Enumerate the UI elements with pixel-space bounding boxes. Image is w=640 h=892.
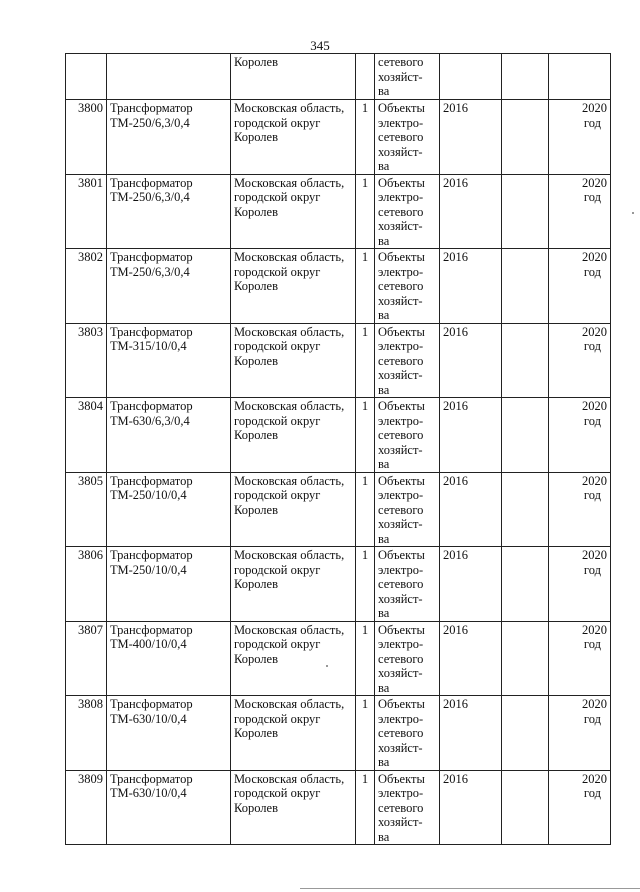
cell-quantity	[356, 398, 375, 473]
name-line: ТМ-250/6,3/0,4	[110, 190, 190, 204]
cell-number	[66, 174, 107, 249]
location-line: Королев	[234, 726, 278, 740]
cell-empty	[502, 770, 549, 845]
quantity: 1	[361, 622, 369, 637]
cell-object-type	[375, 696, 440, 771]
quantity: 1	[361, 101, 369, 115]
cell-empty	[502, 100, 549, 175]
term-unit: год	[583, 115, 601, 130]
table-row	[66, 174, 611, 249]
term-unit: год	[583, 711, 601, 726]
location-line: городской округ	[234, 190, 321, 204]
year: 2016	[443, 697, 468, 711]
table-row	[66, 398, 611, 473]
cell-object-type	[375, 547, 440, 622]
location-line: Московская область,	[234, 771, 345, 786]
year: 2016	[443, 324, 468, 339]
cell-name	[107, 547, 231, 622]
cell-term	[549, 696, 611, 771]
cell-name	[107, 621, 231, 696]
quantity: 1	[361, 250, 369, 264]
row-number: 3803	[78, 324, 103, 339]
term-year: 2020	[582, 324, 607, 339]
object-type-line: ва	[378, 308, 390, 322]
cell-name	[107, 770, 231, 845]
name-line: Трансформатор	[110, 175, 193, 190]
cell-quantity	[356, 54, 375, 100]
term-unit: год	[583, 562, 601, 577]
term-year: 2020	[582, 548, 607, 562]
cell-location	[231, 249, 356, 324]
object-type-line: электро-	[378, 488, 424, 502]
object-type-line: Объекты	[378, 697, 425, 711]
name-line: Трансформатор	[110, 473, 193, 488]
cell-name	[107, 54, 231, 100]
cell-number	[66, 249, 107, 324]
name-line: Трансформатор	[110, 697, 193, 711]
location-line: городской округ	[234, 264, 321, 279]
row-number: 3802	[78, 250, 103, 264]
quantity: 1	[361, 324, 369, 339]
location-line: Московская область,	[234, 399, 345, 413]
cell-number	[66, 472, 107, 547]
object-type-line: электро-	[378, 339, 424, 353]
object-type-line: электро-	[378, 637, 424, 651]
asset-registry-table	[65, 53, 611, 845]
cell-object-type	[375, 621, 440, 696]
object-type-line: хозяйст-	[378, 740, 423, 755]
table-row	[66, 323, 611, 398]
cell-name	[107, 696, 231, 771]
object-type-line: ва	[378, 457, 390, 471]
scan-edge-line	[300, 888, 640, 889]
term-year: 2020	[582, 250, 607, 264]
object-type-line: сетевого	[378, 577, 424, 591]
row-number: 3808	[78, 697, 103, 711]
term-year: 2020	[582, 622, 607, 637]
row-number: 3800	[78, 101, 103, 115]
object-type-line: хозяйст-	[378, 368, 423, 382]
page-number: 345	[310, 38, 330, 53]
object-type-line: электро-	[378, 190, 424, 204]
year: 2016	[443, 101, 468, 115]
name-line: ТМ-250/10/0,4	[110, 488, 187, 502]
scan-dot	[326, 665, 328, 667]
row-number: 3805	[78, 473, 103, 488]
row-number: 3804	[78, 399, 103, 413]
name-line: ТМ-250/6,3/0,4	[110, 115, 190, 130]
object-type-line: хозяйст-	[378, 69, 423, 84]
object-type-line: электро-	[378, 264, 424, 279]
object-type-line: ва	[378, 755, 390, 769]
object-type-line: ва	[378, 84, 390, 98]
cell-location	[231, 100, 356, 175]
term-unit: год	[583, 264, 601, 279]
object-type-line: Объекты	[378, 101, 425, 115]
cell-location	[231, 696, 356, 771]
cell-quantity	[356, 472, 375, 547]
row-number: 3801	[78, 175, 103, 190]
location-line: Королев	[234, 651, 278, 666]
cell-quantity	[356, 323, 375, 398]
location-line: городской округ	[234, 413, 321, 428]
name-line: Трансформатор	[110, 399, 193, 413]
object-type-line: сетевого	[378, 800, 424, 815]
cell-location	[231, 174, 356, 249]
cell-year	[440, 174, 502, 249]
object-type-line: хозяйст-	[378, 517, 423, 531]
quantity: 1	[361, 548, 369, 562]
cell-year	[440, 547, 502, 622]
object-type-line: электро-	[378, 562, 424, 577]
cell-name	[107, 249, 231, 324]
cell-year	[440, 770, 502, 845]
object-type-line: сетевого	[378, 204, 424, 219]
term-unit: год	[583, 190, 601, 204]
cell-term	[549, 249, 611, 324]
location-line: городской округ	[234, 637, 321, 651]
cell-term	[549, 398, 611, 473]
table-row	[66, 249, 611, 324]
location-line: городской округ	[234, 711, 321, 726]
cell-number	[66, 547, 107, 622]
cell-object-type	[375, 398, 440, 473]
term-year: 2020	[582, 101, 607, 115]
name-line: Трансформатор	[110, 771, 193, 786]
cell-name	[107, 174, 231, 249]
object-type-line: ва	[378, 233, 390, 248]
cell-name	[107, 323, 231, 398]
name-line: ТМ-315/10/0,4	[110, 339, 187, 353]
cell-term	[549, 54, 611, 100]
term-unit: год	[583, 413, 601, 428]
term-unit: год	[583, 339, 601, 353]
cell-year	[440, 249, 502, 324]
cell-empty	[502, 249, 549, 324]
table-body	[66, 54, 611, 845]
location-line: Королев	[234, 353, 278, 368]
object-type-line: сетевого	[378, 279, 424, 293]
cell-location	[231, 323, 356, 398]
cell-quantity	[356, 770, 375, 845]
cell-number	[66, 770, 107, 845]
cell-term	[549, 547, 611, 622]
cell-location	[231, 398, 356, 473]
year: 2016	[443, 473, 468, 488]
cell-name	[107, 100, 231, 175]
cell-year	[440, 621, 502, 696]
cell-number	[66, 323, 107, 398]
term-year: 2020	[582, 473, 607, 488]
location-line: Московская область,	[234, 250, 345, 264]
cell-location	[231, 547, 356, 622]
cell-object-type	[375, 472, 440, 547]
object-type-line: Объекты	[378, 175, 425, 190]
quantity: 1	[361, 473, 369, 488]
cell-quantity	[356, 174, 375, 249]
term-unit: год	[583, 637, 601, 651]
object-type-line: ва	[378, 159, 390, 173]
term-unit: год	[583, 488, 601, 502]
cell-quantity	[356, 100, 375, 175]
location-line: Королев	[234, 577, 278, 591]
location-line: Королев	[234, 130, 278, 144]
table-row	[66, 621, 611, 696]
location-line: городской округ	[234, 488, 321, 502]
object-type-line: ва	[378, 829, 390, 844]
name-line: Трансформатор	[110, 324, 193, 339]
table-row	[66, 100, 611, 175]
object-type-line: хозяйст-	[378, 144, 423, 159]
term-year: 2020	[582, 697, 607, 711]
name-line: ТМ-630/10/0,4	[110, 786, 187, 800]
cell-object-type	[375, 174, 440, 249]
table-row	[66, 547, 611, 622]
object-type-line: Объекты	[378, 399, 425, 413]
cell-name	[107, 398, 231, 473]
cell-quantity	[356, 621, 375, 696]
cell-object-type	[375, 54, 440, 100]
object-type-line: электро-	[378, 711, 424, 726]
name-line: ТМ-630/6,3/0,4	[110, 413, 190, 428]
location-line: городской округ	[234, 786, 321, 800]
cell-object-type	[375, 249, 440, 324]
row-number: 3806	[78, 548, 103, 562]
location-line: Московская область,	[234, 622, 345, 637]
cell-quantity	[356, 547, 375, 622]
location-line: городской округ	[234, 339, 321, 353]
object-type-line: ва	[378, 606, 390, 620]
location-line: городской округ	[234, 115, 321, 130]
cell-term	[549, 621, 611, 696]
object-type-line: сетевого	[378, 502, 424, 517]
name-line: Трансформатор	[110, 250, 193, 264]
location-line: городской округ	[234, 562, 321, 577]
cell-location	[231, 54, 356, 100]
object-type-line: сетевого	[378, 353, 424, 368]
object-type-line: Объекты	[378, 473, 425, 488]
object-type-line: ва	[378, 531, 390, 546]
object-type-line: электро-	[378, 786, 424, 800]
location-line: Московская область,	[234, 473, 345, 488]
cell-empty	[502, 621, 549, 696]
object-type-line: электро-	[378, 413, 424, 428]
cell-term	[549, 174, 611, 249]
object-type-line: Объекты	[378, 250, 425, 264]
cell-number	[66, 100, 107, 175]
location-line: Московская область,	[234, 548, 345, 562]
object-type-line: ва	[378, 382, 390, 397]
term-unit: год	[583, 786, 601, 800]
cell-quantity	[356, 696, 375, 771]
cell-year	[440, 323, 502, 398]
location-line: Королев	[234, 428, 278, 442]
cell-empty	[502, 547, 549, 622]
object-type-line: Объекты	[378, 548, 425, 562]
object-type-line: ва	[378, 680, 390, 695]
row-number: 3809	[78, 771, 103, 786]
name-line: ТМ-400/10/0,4	[110, 637, 187, 651]
cell-name	[107, 472, 231, 547]
object-type-line: хозяйст-	[378, 293, 423, 308]
cell-empty	[502, 398, 549, 473]
name-line: ТМ-250/6,3/0,4	[110, 264, 190, 279]
year: 2016	[443, 399, 468, 413]
quantity: 1	[361, 399, 369, 413]
cell-empty	[502, 696, 549, 771]
quantity: 1	[361, 697, 369, 711]
object-type-line: хозяйст-	[378, 219, 423, 233]
quantity: 1	[361, 175, 369, 190]
object-type-line: электро-	[378, 115, 424, 130]
cell-quantity	[356, 249, 375, 324]
cell-empty	[502, 174, 549, 249]
table-row	[66, 770, 611, 845]
object-type-line: Объекты	[378, 622, 425, 637]
year: 2016	[443, 250, 468, 264]
location-line: Московская область,	[234, 101, 345, 115]
cell-empty	[502, 323, 549, 398]
cell-year	[440, 54, 502, 100]
name-line: Трансформатор	[110, 622, 193, 637]
location-line: Московская область,	[234, 324, 345, 339]
cell-object-type	[375, 100, 440, 175]
term-year: 2020	[582, 399, 607, 413]
name-line: ТМ-630/10/0,4	[110, 711, 187, 726]
cell-location	[231, 770, 356, 845]
object-type-line: сетевого	[378, 55, 424, 69]
row-number: 3807	[78, 622, 103, 637]
cell-empty	[502, 472, 549, 547]
object-type-line: хозяйст-	[378, 442, 423, 457]
location-line: Московская область,	[234, 697, 345, 711]
table-row	[66, 696, 611, 771]
cell-year	[440, 398, 502, 473]
cell-location	[231, 621, 356, 696]
object-type-line: хозяйст-	[378, 815, 423, 829]
name-line: Трансформатор	[110, 101, 193, 115]
cell-number	[66, 398, 107, 473]
object-type-line: сетевого	[378, 428, 424, 442]
location-line: Королев	[234, 502, 278, 517]
cell-term	[549, 472, 611, 547]
name-line: ТМ-250/10/0,4	[110, 562, 187, 577]
cell-year	[440, 696, 502, 771]
location-line: Королев	[234, 55, 278, 69]
cell-object-type	[375, 323, 440, 398]
continued-row	[66, 54, 611, 100]
location-line: Королев	[234, 800, 278, 815]
year: 2016	[443, 622, 468, 637]
scan-dot	[632, 212, 634, 214]
year: 2016	[443, 548, 468, 562]
cell-term	[549, 770, 611, 845]
object-type-line: сетевого	[378, 130, 424, 144]
object-type-line: сетевого	[378, 651, 424, 666]
location-line: Московская область,	[234, 175, 345, 190]
cell-object-type	[375, 770, 440, 845]
cell-number	[66, 621, 107, 696]
cell-empty	[502, 54, 549, 100]
location-line: Королев	[234, 279, 278, 293]
cell-number	[66, 696, 107, 771]
object-type-line: Объекты	[378, 324, 425, 339]
location-line: Королев	[234, 204, 278, 219]
cell-number	[66, 54, 107, 100]
quantity: 1	[361, 771, 369, 786]
year: 2016	[443, 175, 468, 190]
object-type-line: хозяйст-	[378, 591, 423, 606]
cell-year	[440, 100, 502, 175]
object-type-line: Объекты	[378, 771, 425, 786]
term-year: 2020	[582, 771, 607, 786]
cell-term	[549, 100, 611, 175]
cell-year	[440, 472, 502, 547]
cell-term	[549, 323, 611, 398]
name-line: Трансформатор	[110, 548, 193, 562]
object-type-line: хозяйст-	[378, 666, 423, 680]
table-row	[66, 472, 611, 547]
cell-location	[231, 472, 356, 547]
object-type-line: сетевого	[378, 726, 424, 740]
term-year: 2020	[582, 175, 607, 190]
year: 2016	[443, 771, 468, 786]
